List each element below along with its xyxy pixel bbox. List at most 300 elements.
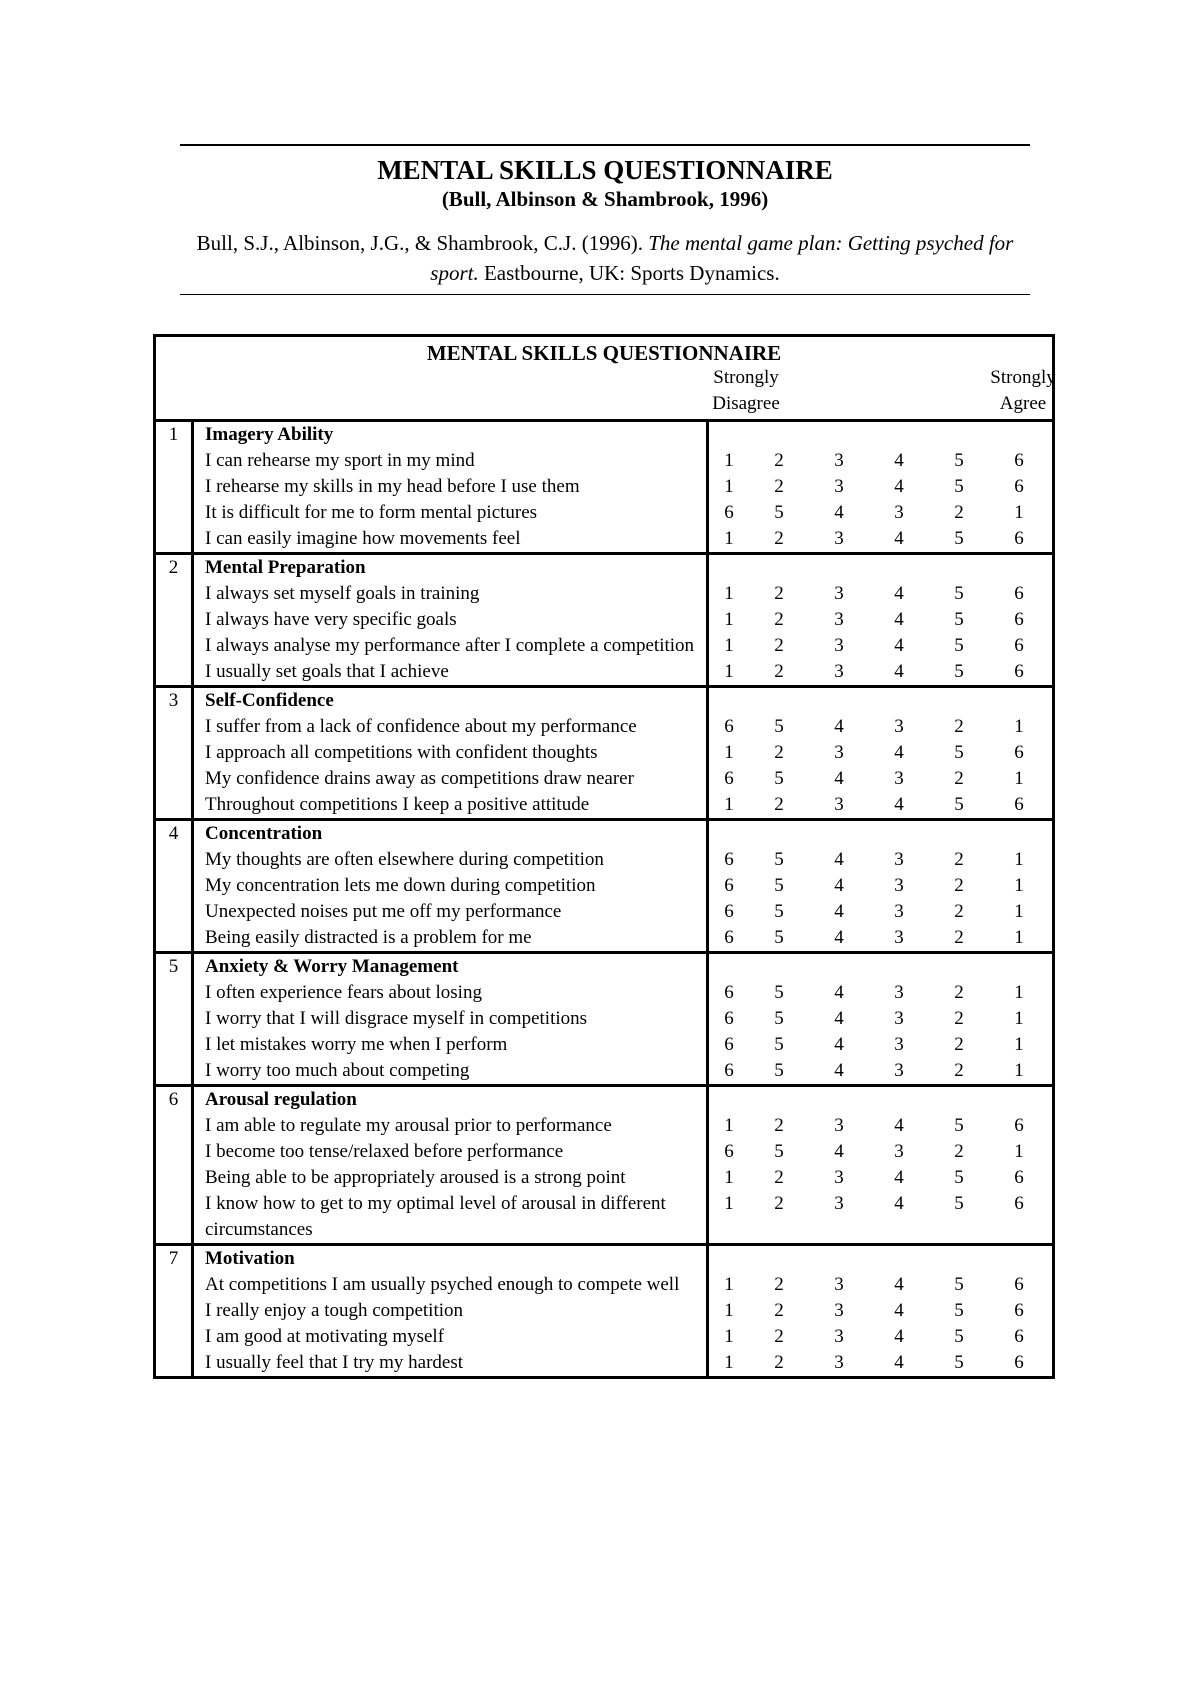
score-option[interactable]: 2 [954,875,964,896]
score-option[interactable]: 6 [1014,609,1024,630]
score-option[interactable]: 5 [954,1274,964,1295]
score-option[interactable]: 4 [894,1300,904,1321]
score-option[interactable]: 1 [724,1115,734,1136]
question-row [194,740,1052,766]
score-option[interactable]: 4 [834,1060,844,1081]
score-option[interactable]: 1 [1014,927,1024,948]
score-option[interactable]: 1 [724,794,734,815]
score-option[interactable]: 6 [1014,1193,1024,1214]
score-option[interactable]: 2 [774,794,784,815]
score-option[interactable]: 4 [834,901,844,922]
score-option[interactable]: 5 [954,583,964,604]
score-option[interactable]: 3 [834,476,844,497]
document-subtitle: (Bull, Albinson & Shambrook, 1996) [441,187,769,211]
score-option[interactable]: 6 [1014,742,1024,763]
score-options [709,1139,1052,1165]
score-option[interactable]: 3 [834,450,844,471]
score-option[interactable]: 2 [954,982,964,1003]
score-option[interactable]: 4 [834,768,844,789]
question-text: My concentration lets me down during competition [194,873,709,899]
score-option[interactable]: 1 [1014,849,1024,870]
score-option[interactable]: 4 [834,875,844,896]
question-text: I approach all competitions with confident thoughts [194,740,709,766]
score-option[interactable]: 5 [954,476,964,497]
section [156,818,1052,951]
score-option[interactable]: 3 [894,1060,904,1081]
question-row [194,873,1052,899]
score-options [709,1058,1052,1084]
question-row [194,1139,1052,1165]
score-option[interactable]: 5 [954,661,964,682]
score-options [709,1032,1052,1058]
score-options [709,1006,1052,1032]
score-option[interactable]: 5 [954,635,964,656]
score-options [709,714,1052,740]
score-option[interactable]: 5 [774,901,784,922]
score-option[interactable]: 3 [894,927,904,948]
score-option[interactable]: 6 [724,1141,734,1162]
question-text: I always have very specific goals [194,607,709,633]
question-text: I really enjoy a tough competition [194,1298,709,1324]
question-text: My thoughts are often elsewhere during competition [194,847,709,873]
question-row [194,714,1052,740]
score-option[interactable]: 1 [1014,768,1024,789]
score-options [709,792,1052,818]
section-title-row [194,954,1052,980]
section-title: Self-Confidence [194,688,709,714]
section-body [194,954,1052,1084]
score-option[interactable]: 2 [774,1115,784,1136]
score-option[interactable]: 1 [724,742,734,763]
score-option[interactable]: 3 [834,742,844,763]
section-number: 5 [156,954,194,1084]
strongly-disagree-label: Strongly Disagree [712,367,780,414]
score-option[interactable]: 1 [724,1274,734,1295]
score-option[interactable]: 4 [894,1326,904,1347]
section-number: 7 [156,1246,194,1376]
score-option[interactable]: 1 [724,661,734,682]
score-option[interactable]: 2 [954,927,964,948]
question-text: At competitions I am usually psyched enough to compete well [194,1272,709,1298]
score-option[interactable]: 3 [894,1141,904,1162]
score-option[interactable]: 3 [834,1326,844,1347]
score-option[interactable]: 4 [894,1115,904,1136]
score-option[interactable]: 3 [894,849,904,870]
score-option[interactable]: 1 [724,476,734,497]
score-options [709,980,1052,1006]
score-option[interactable]: 6 [1014,1115,1024,1136]
score-option[interactable]: 2 [774,1326,784,1347]
sections-container [156,422,1052,1376]
score-option[interactable]: 1 [724,1352,734,1373]
score-option[interactable]: 4 [894,1352,904,1373]
section [156,422,1052,552]
question-text: I always set myself goals in training [194,581,709,607]
score-option[interactable]: 2 [774,635,784,656]
score-option[interactable]: 4 [834,1141,844,1162]
score-options [709,1298,1052,1324]
score-option[interactable]: 3 [834,609,844,630]
score-options [709,1165,1052,1191]
score-option[interactable]: 1 [1014,901,1024,922]
score-option[interactable]: 4 [894,476,904,497]
score-option[interactable]: 4 [894,742,904,763]
score-option[interactable]: 3 [894,716,904,737]
section-body [194,1246,1052,1376]
score-option[interactable]: 1 [1014,502,1024,523]
score-option[interactable]: 2 [774,661,784,682]
section-number: 4 [156,821,194,951]
question-text: I can rehearse my sport in my mind [194,448,709,474]
score-options [709,1191,1052,1243]
score-option[interactable]: 6 [724,901,734,922]
question-text: I usually set goals that I achieve [194,659,709,685]
score-option[interactable]: 5 [954,1167,964,1188]
score-option[interactable]: 6 [1014,528,1024,549]
question-row [194,474,1052,500]
score-option[interactable]: 1 [1014,1034,1024,1055]
score-option[interactable]: 3 [894,1008,904,1029]
score-option[interactable]: 6 [724,768,734,789]
question-row [194,899,1052,925]
section-title: Mental Preparation [194,555,709,581]
question-text: I rehearse my skills in my head before I use them [194,474,709,500]
score-option[interactable]: 2 [774,1167,784,1188]
score-options [709,581,1052,607]
score-options [709,1113,1052,1139]
score-options [709,925,1052,951]
score-options [709,1324,1052,1350]
question-text: I worry too much about competing [194,1058,709,1084]
score-option[interactable]: 2 [774,1193,784,1214]
score-option[interactable]: 4 [894,635,904,656]
score-option[interactable]: 2 [774,450,784,471]
score-option[interactable]: 3 [834,1352,844,1373]
score-option[interactable]: 5 [954,609,964,630]
score-options [709,526,1052,552]
score-option[interactable]: 3 [834,661,844,682]
score-option[interactable]: 5 [954,1115,964,1136]
question-text: I can easily imagine how movements feel [194,526,709,552]
question-row [194,607,1052,633]
score-options [709,659,1052,685]
score-option[interactable]: 1 [724,609,734,630]
questionnaire-table [153,334,1055,1379]
score-option[interactable]: 6 [1014,635,1024,656]
section [156,1243,1052,1376]
section-title: Anxiety & Worry Management [194,954,709,980]
score-option[interactable]: 5 [774,849,784,870]
score-option[interactable]: 3 [894,1034,904,1055]
question-row [194,1006,1052,1032]
score-option[interactable]: 1 [1014,1008,1024,1029]
question-text: Unexpected noises put me off my performance [194,899,709,925]
score-option[interactable]: 6 [1014,1167,1024,1188]
score-option[interactable]: 6 [1014,1352,1024,1373]
citation-publisher: Eastbourne, UK: Sports Dynamics. [483,261,780,285]
score-option[interactable]: 5 [774,716,784,737]
question-text: Being easily distracted is a problem for me [194,925,709,951]
score-option[interactable]: 2 [774,476,784,497]
question-row [194,659,1052,685]
score-options [709,474,1052,500]
score-option[interactable]: 4 [894,661,904,682]
document-header [180,144,1030,295]
score-option[interactable]: 3 [834,1167,844,1188]
question-row [194,1191,1052,1243]
score-option[interactable]: 2 [774,528,784,549]
score-option[interactable]: 5 [774,502,784,523]
score-options [709,899,1052,925]
score-options [709,847,1052,873]
score-option[interactable]: 4 [894,794,904,815]
question-text: I usually feel that I try my hardest [194,1350,709,1376]
question-text: I worry that I will disgrace myself in competitions [194,1006,709,1032]
score-option[interactable]: 3 [834,635,844,656]
section-title-row [194,1087,1052,1113]
question-text: I always analyse my performance after I complete a competition [194,633,709,659]
score-option[interactable]: 1 [724,528,734,549]
score-option[interactable]: 5 [954,450,964,471]
citation-title: The mental game plan: Getting psyched for sport. [430,231,1014,285]
score-option[interactable]: 1 [724,583,734,604]
score-option[interactable]: 1 [1014,982,1024,1003]
question-row [194,1058,1052,1084]
citation [180,228,1030,288]
score-option[interactable]: 5 [954,1352,964,1373]
score-options [709,448,1052,474]
score-option[interactable]: 6 [724,1008,734,1029]
question-row [194,581,1052,607]
score-option[interactable]: 4 [894,450,904,471]
question-row [194,1324,1052,1350]
score-option[interactable]: 1 [724,1167,734,1188]
score-options [709,1350,1052,1376]
score-option[interactable]: 2 [954,768,964,789]
score-option[interactable]: 4 [894,609,904,630]
score-option[interactable]: 6 [724,875,734,896]
question-text: My confidence drains away as competitions draw nearer [194,766,709,792]
score-option[interactable]: 5 [954,1193,964,1214]
score-option[interactable]: 5 [954,794,964,815]
score-options [709,500,1052,526]
score-option[interactable]: 6 [1014,1326,1024,1347]
score-option[interactable]: 6 [724,502,734,523]
score-option[interactable]: 3 [894,768,904,789]
question-row [194,448,1052,474]
score-option[interactable]: 2 [954,1034,964,1055]
score-option[interactable]: 1 [1014,1060,1024,1081]
score-option[interactable]: 1 [724,635,734,656]
section-number: 1 [156,422,194,552]
question-row [194,1113,1052,1139]
score-option[interactable]: 3 [834,794,844,815]
score-options [709,607,1052,633]
score-option[interactable]: 2 [954,1060,964,1081]
section-title: Arousal regulation [194,1087,709,1113]
section-title: Concentration [194,821,709,847]
score-option[interactable]: 3 [834,1300,844,1321]
score-option[interactable]: 2 [954,1141,964,1162]
score-option[interactable]: 2 [774,1352,784,1373]
question-text: I let mistakes worry me when I perform [194,1032,709,1058]
score-option[interactable]: 5 [774,875,784,896]
question-text: I am good at motivating myself [194,1324,709,1350]
question-text: I suffer from a lack of confidence about my performance [194,714,709,740]
score-options [709,740,1052,766]
section-number: 2 [156,555,194,685]
score-option[interactable]: 4 [894,528,904,549]
question-row [194,1032,1052,1058]
question-text: Being able to be appropriately aroused is a strong point [194,1165,709,1191]
citation-authors: Bull, S.J., Albinson, J.G., & Shambrook, C.J. (1996). [196,231,643,255]
question-row [194,792,1052,818]
strongly-agree-label: Strongly Agree [990,367,1056,414]
score-option[interactable]: 3 [834,583,844,604]
question-row [194,633,1052,659]
section-body [194,1087,1052,1243]
score-option[interactable]: 2 [954,502,964,523]
score-option[interactable]: 2 [774,1274,784,1295]
score-option[interactable]: 6 [1014,476,1024,497]
section-body [194,821,1052,951]
score-option[interactable]: 4 [834,982,844,1003]
score-option[interactable]: 5 [774,1060,784,1081]
score-option[interactable]: 5 [954,528,964,549]
question-row [194,847,1052,873]
score-option[interactable]: 6 [1014,583,1024,604]
section-body [194,422,1052,552]
section-title-row [194,555,1052,581]
score-option[interactable]: 2 [954,849,964,870]
question-text: I know how to get to my optimal level of arousal in different circumstances [194,1191,709,1243]
score-option[interactable]: 6 [1014,661,1024,682]
section-title-row [194,821,1052,847]
score-option[interactable]: 1 [724,450,734,471]
score-option[interactable]: 4 [834,716,844,737]
question-text: I become too tense/relaxed before performance [194,1139,709,1165]
score-option[interactable]: 3 [894,901,904,922]
score-option[interactable]: 1 [724,1193,734,1214]
score-options [709,766,1052,792]
score-option[interactable]: 6 [1014,450,1024,471]
score-option[interactable]: 6 [1014,794,1024,815]
question-text: Throughout competitions I keep a positive attitude [194,792,709,818]
question-row [194,925,1052,951]
score-option[interactable]: 5 [774,927,784,948]
question-text: I am able to regulate my arousal prior to performance [194,1113,709,1139]
question-row [194,1272,1052,1298]
section-title-row [194,688,1052,714]
score-option[interactable]: 6 [724,927,734,948]
section [156,685,1052,818]
score-option[interactable]: 3 [834,1193,844,1214]
score-option[interactable]: 2 [774,1300,784,1321]
section-title: Imagery Ability [194,422,709,448]
score-option[interactable]: 4 [894,1274,904,1295]
score-options [709,1272,1052,1298]
section [156,1084,1052,1243]
score-option[interactable]: 4 [894,1167,904,1188]
section [156,951,1052,1084]
score-option[interactable]: 6 [1014,1274,1024,1295]
question-row [194,1350,1052,1376]
score-option[interactable]: 1 [724,1326,734,1347]
score-options [709,633,1052,659]
question-row [194,980,1052,1006]
score-option[interactable]: 2 [774,742,784,763]
score-option[interactable]: 2 [954,1008,964,1029]
score-option[interactable]: 6 [724,982,734,1003]
score-option[interactable]: 5 [774,1008,784,1029]
document-title: MENTAL SKILLS QUESTIONNAIRE [377,155,833,185]
section-title-row [194,422,1052,448]
question-row [194,526,1052,552]
score-option[interactable]: 5 [774,1034,784,1055]
score-option[interactable]: 6 [724,1034,734,1055]
score-option[interactable]: 4 [834,1008,844,1029]
question-row [194,766,1052,792]
section-number: 3 [156,688,194,818]
score-options [709,873,1052,899]
section-title: Motivation [194,1246,709,1272]
score-option[interactable]: 1 [1014,1141,1024,1162]
score-option[interactable]: 5 [954,1300,964,1321]
question-row [194,1298,1052,1324]
section-title-row [194,1246,1052,1272]
question-text: I often experience fears about losing [194,980,709,1006]
score-option[interactable]: 5 [774,768,784,789]
score-option[interactable]: 3 [894,982,904,1003]
score-option[interactable]: 4 [834,502,844,523]
score-option[interactable]: 3 [834,1274,844,1295]
score-option[interactable]: 3 [894,875,904,896]
question-row [194,500,1052,526]
section-number: 6 [156,1087,194,1243]
question-text: It is difficult for me to form mental pictures [194,500,709,526]
question-row [194,1165,1052,1191]
score-option[interactable]: 6 [724,1060,734,1081]
score-option[interactable]: 5 [774,982,784,1003]
score-option[interactable]: 6 [724,849,734,870]
score-option[interactable]: 2 [954,716,964,737]
section-body [194,555,1052,685]
score-option[interactable]: 1 [1014,716,1024,737]
table-title: MENTAL SKILLS QUESTIONNAIRE [426,341,782,365]
score-option[interactable]: 3 [834,1115,844,1136]
score-option[interactable]: 3 [894,502,904,523]
score-option[interactable]: 2 [774,583,784,604]
score-option[interactable]: 5 [774,1141,784,1162]
section [156,552,1052,685]
score-option[interactable]: 4 [894,1193,904,1214]
table-header [156,337,1056,422]
score-option[interactable]: 4 [834,849,844,870]
score-option[interactable]: 2 [954,901,964,922]
score-option[interactable]: 6 [724,716,734,737]
score-option[interactable]: 3 [834,528,844,549]
score-option[interactable]: 4 [894,583,904,604]
score-option[interactable]: 5 [954,742,964,763]
score-option[interactable]: 1 [1014,875,1024,896]
score-option[interactable]: 6 [1014,1300,1024,1321]
score-option[interactable]: 4 [834,927,844,948]
score-option[interactable]: 1 [724,1300,734,1321]
score-option[interactable]: 5 [954,1326,964,1347]
score-option[interactable]: 4 [834,1034,844,1055]
score-option[interactable]: 2 [774,609,784,630]
section-body [194,688,1052,818]
